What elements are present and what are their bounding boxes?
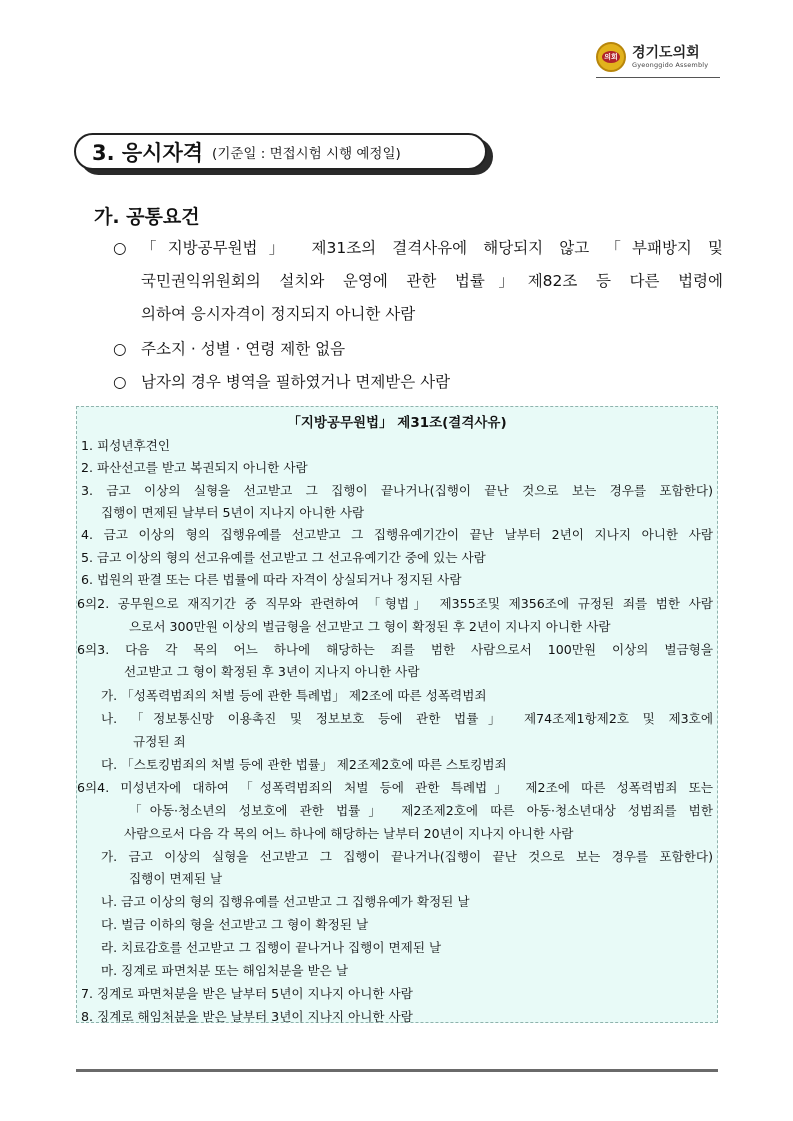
law-line: 나. 금고 이상의 형의 집행유예를 선고받고 그 집행유예가 확정된 날	[101, 894, 470, 909]
requirement-item	[113, 232, 723, 331]
law-line: 8. 징계로 해임처분을 받은 날부터 3년이 지나지 아니한 사람	[81, 1009, 413, 1024]
law-line: 집행이 면제된 날	[129, 871, 223, 886]
law-line: 사람으로서 다음 각 목의 어느 하나에 해당하는 날부터 20년이 지나지 아니한 사람	[124, 826, 574, 841]
law-line: 규정된 죄	[133, 734, 186, 749]
section-subtitle: (기준일 : 면접시험 시행 예정일)	[212, 145, 401, 162]
law-line: 으로서 300만원 이상의 벌금형을 선고받고 그 형이 확정된 후 2년이 지나지 아니한 사람	[129, 619, 611, 634]
law-excerpt-box	[76, 406, 718, 1023]
requirement-line: 남자의 경우 병역을 필하였거나 면제받은 사람	[141, 373, 451, 391]
common-requirements-heading: 가. 공통요건	[94, 206, 200, 228]
law-line: 5. 금고 이상의 형의 선고유예를 선고받고 그 선고유예기간 중에 있는 사람	[81, 550, 486, 565]
requirement-item	[113, 366, 723, 399]
footer-rule	[76, 1069, 718, 1072]
law-line: 「아동·청소년의 성보호에 관한 법률」 제2조제2호에 따른 아동·청소년대상 성범죄를 범한	[129, 803, 713, 818]
law-line: 다. 벌금 이하의 형을 선고받고 그 형이 확정된 날	[101, 917, 369, 932]
assembly-logo	[596, 42, 708, 72]
circle-bullet-icon: ○	[113, 373, 127, 391]
requirement-line: 주소지 · 성별 · 연령 제한 없음	[141, 340, 346, 358]
law-line: 7. 징계로 파면처분을 받은 날부터 5년이 지나지 아니한 사람	[81, 986, 413, 1001]
section-title: 3. 응시자격	[92, 140, 204, 165]
law-line: 나. 「정보통신망 이용촉진 및 정보보호 등에 관한 법률」 제74조제1항제2호 및 제3호에	[101, 711, 713, 726]
law-line: 선고받고 그 형이 확정된 후 3년이 지나지 아니한 사람	[124, 664, 420, 679]
law-line: 6의2. 공무원으로 재직기간 중 직무와 관련하여 「형법」 제355조및 제356조에 규정된 죄를 범한 사람	[77, 596, 713, 611]
requirement-line: 국민권익위원회의 설치와 운영에 관한 법률」제82조 등 다른 법령에	[141, 272, 723, 290]
law-line: 2. 파산선고를 받고 복권되지 아니한 사람	[81, 460, 308, 475]
requirement-line: 의하여 응시자격이 정지되지 아니한 사람	[141, 305, 416, 323]
logo-subtitle: Gyeonggido Assembly	[632, 61, 709, 69]
law-line: 가. 「성폭력범죄의 처벌 등에 관한 특례법」 제2조에 따른 성폭력범죄	[101, 688, 487, 703]
circle-bullet-icon: ○	[113, 239, 127, 257]
law-excerpt-title: 「지방공무원법」 제31조(결격사유)	[287, 415, 507, 431]
law-line: 6. 법원의 판결 또는 다른 법률에 따라 자격이 상실되거나 정지된 사람	[81, 572, 462, 587]
law-line: 3. 금고 이상의 실형을 선고받고 그 집행이 끝나거나(집행이 끝난 것으로 보는 경우를 포함한다)	[81, 483, 713, 498]
law-line: 4. 금고 이상의 형의 집행유예를 선고받고 그 집행유예기간이 끝난 날부터 2년이 지나지 아니한 사람	[81, 527, 713, 542]
logo-text	[632, 45, 708, 69]
law-line: 다. 「스토킹범죄의 처벌 등에 관한 법률」 제2조제2호에 따른 스토킹범죄	[101, 757, 507, 772]
circle-bullet-icon: ○	[113, 340, 127, 358]
header-rule	[596, 77, 720, 78]
section-title-box	[74, 133, 487, 170]
assembly-seal-icon	[596, 42, 626, 72]
logo-name: 경기도의회	[632, 45, 700, 61]
law-line: 6의4. 미성년자에 대하여 「성폭력범죄의 처벌 등에 관한 특례법」 제2조에 따른 성폭력범죄 또는	[77, 780, 713, 795]
law-line: 집행이 면제된 날부터 5년이 지나지 아니한 사람	[101, 505, 365, 520]
law-line: 1. 피성년후견인	[81, 438, 171, 453]
requirement-item	[113, 333, 723, 366]
seal-label: 의회	[602, 51, 620, 63]
law-line: 가. 금고 이상의 실형을 선고받고 그 집행이 끝나거나(집행이 끝난 것으로 보는 경우를 포함한다)	[101, 849, 713, 864]
law-line: 라. 치료감호를 선고받고 그 집행이 끝나거나 집행이 면제된 날	[101, 940, 442, 955]
law-line: 마. 징계로 파면처분 또는 해임처분을 받은 날	[101, 963, 349, 978]
requirement-line: 「지방공무원법」 제31조의 결격사유에 해당되지 않고 「부패방지 및	[141, 239, 723, 257]
law-line: 6의3. 다음 각 목의 어느 하나에 해당하는 죄를 범한 사람으로서 100만원 이상의 벌금형을	[77, 642, 713, 657]
